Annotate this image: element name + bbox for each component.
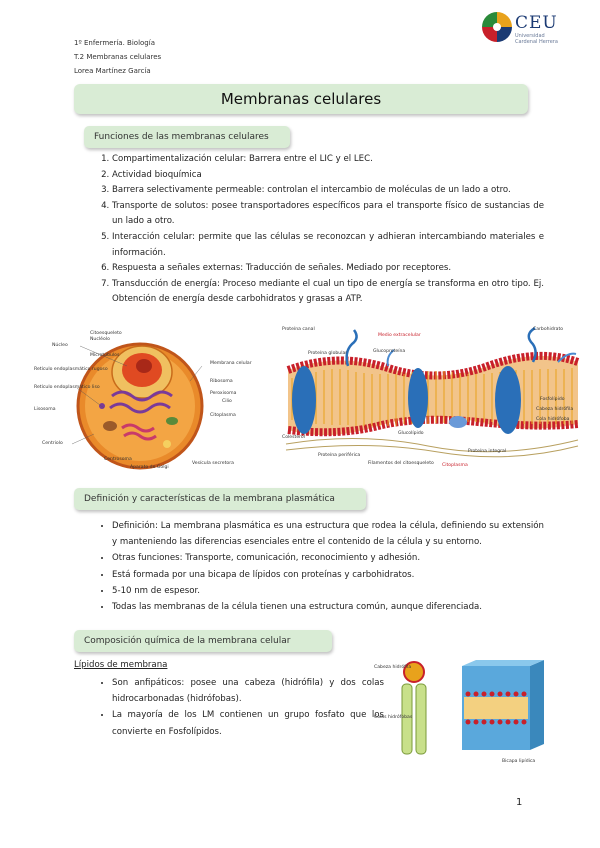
page-title: Membranas celulares: [220, 90, 382, 108]
label-peroxisoma: Peroxisoma: [210, 391, 237, 396]
functions-list: [92, 152, 544, 308]
label-proteina-canal: Proteína canal: [282, 327, 315, 332]
label-rer: Retículo endoplasmático rugoso: [34, 367, 108, 372]
label-citoesqueleto: Citoesqueleto: [90, 331, 122, 336]
list-item: • 5-10 nm de espesor.: [112, 583, 544, 599]
list-item: • Todas las membranas de la célula tienen una estructura común, aunque diferenciada.: [112, 599, 544, 615]
label-colesterol: Colesterol: [282, 435, 306, 440]
label-vesicula: Vesícula secretora: [192, 461, 234, 466]
label-membrana: Membrana celular: [210, 361, 252, 366]
subheading-lipids: Lípidos de membrana: [74, 660, 168, 670]
plasma-membrane-figure: [278, 322, 583, 472]
label-cilio: Cilio: [222, 399, 232, 404]
section-heading-definition: Definición y características de la membrana plasmática: [74, 488, 366, 510]
logo-name: CEU: [515, 13, 558, 33]
definition-list: [92, 518, 544, 615]
label-centrosoma: Centrosoma: [104, 457, 132, 462]
page-number: 1: [516, 797, 523, 808]
label-lisosoma: Lisosoma: [34, 407, 56, 412]
list-item: 6. Respuesta a señales externas: Traducción de señales. Mediado por receptores.: [112, 261, 544, 277]
list-item: • Definición: La membrana plasmática es una estructura que rodea la célula, definiendo su extensión y manteniendo las diferencias esenciales entre el contenido de la célula y su entorno.: [112, 518, 544, 550]
label-centriolo: Centriolo: [42, 441, 63, 446]
topic-label: T.2 Membranas celulares: [74, 53, 162, 61]
document-meta: [74, 36, 161, 78]
label-proteina-integral: Proteína integral: [468, 449, 507, 454]
label-ribosoma: Ribosoma: [210, 379, 233, 384]
label-cola-hidrofoba: Cola hidrófoba: [536, 417, 570, 422]
list-item: 7. Transducción de energía: Proceso mediante el cual un tipo de energía se transforma en otro tipo. Ej. Obtención de energía desde carbohidratos y grasas a ATP.: [112, 277, 544, 308]
list-item: • La mayoría de los LM contienen un grupo fosfato que los convierte en Fosfolípidos.: [112, 707, 384, 739]
author-label: Lorea Martínez García: [74, 67, 151, 75]
label-rel: Retículo endoplasmático liso: [34, 385, 100, 390]
label-microtubulos: Microtúbulos: [90, 353, 120, 358]
list-item: 3. Barrera selectivamente permeable: controlan el intercambio de moléculas de un lado a otro.: [112, 183, 544, 199]
logo-subtitle: Universidad Cardenal Herrera: [515, 33, 558, 45]
label-fosfolipido: Fosfolípido: [540, 397, 565, 402]
label-citoplasma: Citoplasma: [210, 413, 236, 418]
label-carbohidrato: Carbohidrato: [533, 327, 564, 332]
label-glucoproteina: Glucoproteína: [373, 349, 406, 354]
label-bicapa: Bicapa lipídica: [502, 759, 536, 764]
phospholipid-figure: [372, 658, 552, 766]
label-glucolipido: Glucolípido: [398, 431, 424, 436]
list-item: 4. Transporte de solutos: posee transportadores específicos para el transporte físico de sustancias de un lado a otro.: [112, 199, 544, 230]
course-label: 1º Enfermería. Biología: [74, 39, 155, 47]
label-colas: Colas hidrófobas: [374, 715, 413, 720]
section-heading-functions: Funciones de las membranas celulares: [84, 126, 290, 148]
label-cabeza-hidrofila: Cabeza hidrófila: [536, 407, 574, 412]
label-proteina-periferica: Proteína periférica: [318, 453, 361, 458]
label-golgi: Aparato de Golgi: [130, 465, 169, 470]
list-item: • Son anfipáticos: posee una cabeza (hidrófila) y dos colas hidrocarbonadas (hidrófobas).: [112, 675, 384, 707]
list-item: 5. Interacción celular: permite que las células se reconozcan y adhieran intercambiando materiales e información.: [112, 230, 544, 261]
page-title-bar: [74, 84, 528, 114]
label-medio-extracelular: Medio extracelular: [378, 333, 421, 338]
list-item: • Otras funciones: Transporte, comunicación, reconocimiento y adhesión.: [112, 550, 544, 566]
list-item: 2. Actividad bioquímica: [112, 168, 544, 184]
animal-cell-figure: [32, 326, 272, 481]
label-filamentos: Filamentos del citoesqueleto: [368, 461, 434, 466]
university-logo: [482, 10, 592, 52]
lipids-list: [92, 675, 384, 740]
label-nucleolo: Nucléolo: [90, 337, 110, 342]
label-proteina-globular: Proteína globular: [308, 351, 348, 356]
list-item: • Está formada por una bicapa de lípidos con proteínas y carbohidratos.: [112, 567, 544, 583]
logo-emblem-icon: [482, 12, 512, 42]
label-nucleo: Núcleo: [52, 343, 68, 348]
section-heading-composition: Composición química de la membrana celular: [74, 630, 332, 652]
label-citoplasma-membrana: Citoplasma: [442, 463, 468, 468]
label-cabeza: Cabeza hidrófila: [374, 665, 412, 670]
list-item: 1. Compartimentalización celular: Barrera entre el LIC y el LEC.: [112, 152, 544, 168]
